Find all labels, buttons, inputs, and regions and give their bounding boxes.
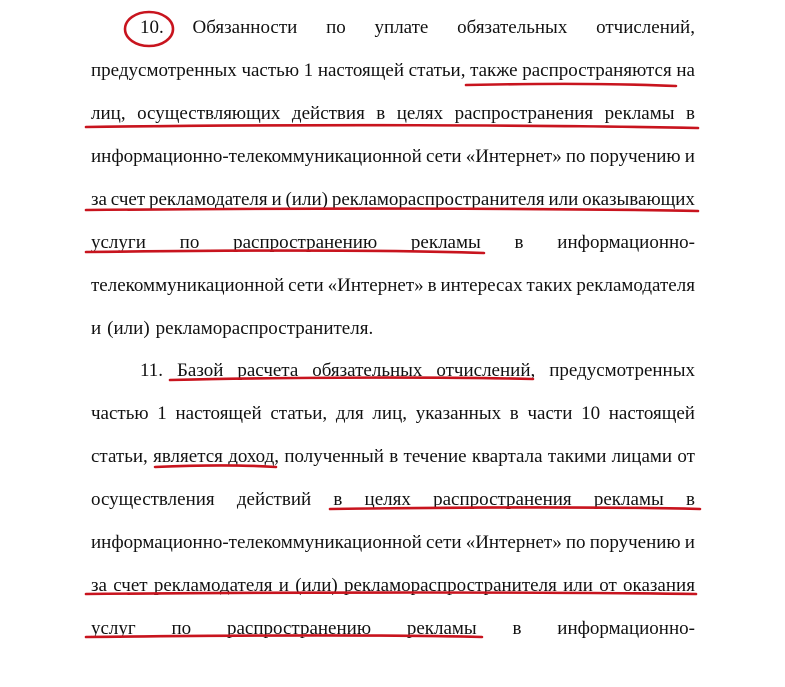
word: интересах — [440, 275, 523, 296]
word: поручению — [589, 532, 681, 553]
word: рекламы — [604, 103, 675, 124]
word: распространения — [433, 489, 572, 510]
word: услуги — [91, 232, 146, 253]
word: для — [335, 403, 364, 424]
word: по — [565, 146, 586, 167]
text-line — [91, 58, 695, 84]
word: лицами — [611, 446, 673, 467]
word: также — [470, 60, 518, 81]
word: рекламы — [593, 489, 664, 510]
word: информационно- — [557, 232, 695, 253]
word: сети — [425, 146, 462, 167]
text-line — [91, 101, 695, 127]
word: за — [91, 189, 107, 210]
word: в — [512, 618, 522, 639]
word: по — [179, 232, 200, 253]
word: в — [685, 489, 695, 510]
word: полученный — [284, 446, 384, 467]
word: рекламодателя — [149, 189, 268, 210]
word: частью — [241, 60, 300, 81]
word: является — [153, 446, 223, 467]
word: оказания — [623, 575, 695, 596]
word: настоящей — [317, 60, 405, 81]
paragraph-number: 11. — [140, 360, 164, 381]
word: и — [91, 318, 102, 339]
text-line — [91, 273, 695, 299]
word: течение — [403, 446, 467, 467]
word: в — [509, 403, 519, 424]
word: и — [278, 575, 289, 596]
word: информационно- — [557, 618, 695, 639]
text-line — [91, 444, 695, 470]
word: в — [514, 232, 524, 253]
text-line — [91, 144, 695, 170]
word: целях — [396, 103, 444, 124]
word: обязательных — [457, 17, 568, 38]
word: рекламы — [410, 232, 481, 253]
word: части — [527, 403, 573, 424]
word: предусмотренных — [549, 360, 695, 381]
word: лиц, — [372, 403, 407, 424]
word: услуг — [91, 618, 136, 639]
word: действий — [236, 489, 312, 510]
word: отчислений, — [596, 17, 695, 38]
word: целях — [364, 489, 411, 510]
word: распространяются — [522, 60, 672, 81]
word: оказывающих — [582, 189, 695, 210]
word: таких — [526, 275, 573, 296]
word: телекоммуникационной — [91, 275, 285, 296]
word: настоящей — [608, 403, 695, 424]
word: статьи, — [91, 446, 148, 467]
word: указанных — [415, 403, 502, 424]
word: в — [333, 489, 343, 510]
word: за — [91, 575, 107, 596]
word: 1 — [157, 403, 167, 424]
word: (или) — [295, 575, 338, 596]
text-line — [91, 401, 695, 427]
word: по — [565, 532, 586, 553]
word: рекламораспространителя. — [155, 318, 374, 339]
text-line — [140, 15, 695, 41]
word: осуществления — [91, 489, 215, 510]
word: распространению — [233, 232, 378, 253]
word: сети — [425, 532, 462, 553]
word: или — [548, 189, 579, 210]
word: лиц, — [91, 103, 126, 124]
word: квартала — [471, 446, 543, 467]
word: статьи, — [270, 403, 328, 424]
text-line — [140, 358, 695, 384]
word: уплате — [374, 17, 429, 38]
word: и — [684, 532, 695, 553]
word: в — [376, 103, 386, 124]
word: осуществляющих — [137, 103, 281, 124]
word: от — [677, 446, 695, 467]
word: в — [686, 103, 695, 124]
word: доход, — [228, 446, 280, 467]
word: рекламы — [406, 618, 477, 639]
word: 10 — [581, 403, 601, 424]
underline-mark — [466, 84, 676, 86]
word: рекламодателя — [576, 275, 695, 296]
word: (или) — [107, 318, 150, 339]
word: (или) — [285, 189, 328, 210]
text-line — [91, 487, 695, 513]
word: в — [389, 446, 399, 467]
word: и — [271, 189, 282, 210]
word: частью — [91, 403, 149, 424]
word: «Интернет» — [465, 532, 562, 553]
word: Обязанности — [192, 17, 298, 38]
text-line — [91, 316, 695, 342]
word: рекламораспространителя — [344, 575, 557, 596]
word: рекламодателя — [153, 575, 273, 596]
word: счет — [113, 575, 148, 596]
word: обязательных — [312, 360, 423, 381]
word: предусмотренных — [91, 60, 237, 81]
text-line — [91, 530, 695, 556]
text-line — [91, 187, 695, 213]
text-line — [91, 573, 695, 599]
word: настоящей — [175, 403, 262, 424]
word: «Интернет» — [327, 275, 424, 296]
word: или — [563, 575, 593, 596]
word: «Интернет» — [465, 146, 562, 167]
word: распространению — [226, 618, 372, 639]
word: 1 — [303, 60, 314, 81]
word: статьи, — [408, 60, 466, 81]
word: сети — [288, 275, 324, 296]
word: от — [599, 575, 617, 596]
word: Базой — [176, 360, 224, 381]
text-line — [91, 616, 695, 642]
word: отчислений, — [436, 360, 536, 381]
word: поручению — [589, 146, 681, 167]
word: расчета — [237, 360, 299, 381]
text-line — [91, 230, 695, 256]
word: на — [676, 60, 695, 81]
word: информационно-телекоммуникационной — [91, 532, 422, 553]
word: и — [684, 146, 695, 167]
word: по — [171, 618, 192, 639]
word: в — [427, 275, 437, 296]
word: рекламораспространителя — [331, 189, 545, 210]
word: такими — [547, 446, 607, 467]
word: информационно-телекоммуникационной — [91, 146, 422, 167]
word: счет — [110, 189, 146, 210]
word: действия — [291, 103, 365, 124]
word: по — [326, 17, 346, 38]
paragraph-number: 10. — [140, 17, 164, 38]
word: распространения — [454, 103, 594, 124]
